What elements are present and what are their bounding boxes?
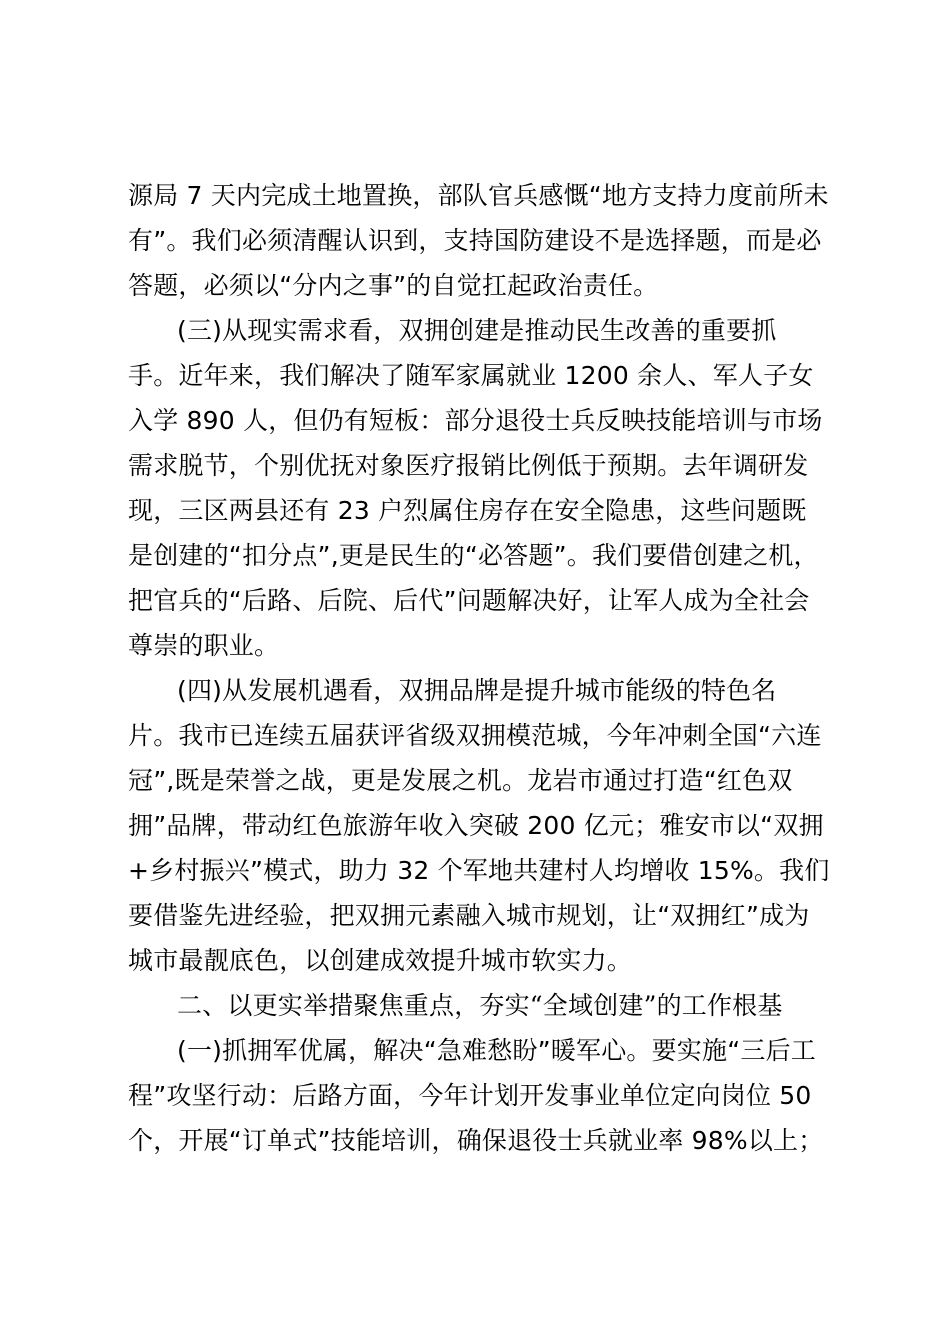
text-line: 拥”品牌，带动红色旅游年收入突破 200 亿元；雅安市以“双拥 <box>128 811 824 840</box>
text-line: 需求脱节，个别优抚对象医疗报销比例低于预期。去年调研发 <box>128 451 809 480</box>
text-line: 要借鉴先进经验，把双拥元素融入城市规划，让“双拥红”成为 <box>128 901 810 930</box>
text-line: +乡村振兴”模式，助力 32 个军地共建村人均增收 15%。我们 <box>128 856 830 885</box>
text-line: 冠”,既是荣誉之战，更是发展之机。龙岩市通过打造“红色双 <box>128 766 793 795</box>
paragraph-start-line: (四)从发展机遇看，双拥品牌是提升城市能级的特色名 <box>177 676 777 705</box>
text-line: 入学 890 人，但仍有短板：部分退役士兵反映技能培训与市场 <box>128 406 823 435</box>
text-line: 程”攻坚行动：后路方面，今年计划开发事业单位定向岗位 50 <box>128 1081 812 1110</box>
text-line: 有”。我们必须清醒认识到，支持国防建设不是选择题，而是必 <box>128 226 822 255</box>
text-line: 片。我市已连续五届获评省级双拥模范城，今年冲刺全国“六连 <box>128 721 822 750</box>
paragraph-start-line: (一)抓拥军优属，解决“急难愁盼”暖军心。要实施“三后工 <box>177 1036 816 1065</box>
text-line: 是创建的“扣分点”,更是民生的“必答题”。我们要借创建之机， <box>128 541 819 570</box>
text-line: 答题，必须以“分内之事”的自觉扛起政治责任。 <box>128 271 659 300</box>
paragraph-start-line: (三)从现实需求看，双拥创建是推动民生改善的重要抓 <box>177 316 777 345</box>
text-line: 源局 7 天内完成土地置换，部队官兵感慨“地方支持力度前所未 <box>128 181 829 210</box>
text-line: 个，开展“订单式”技能培训，确保退役士兵就业率 98%以上； <box>128 1126 824 1155</box>
text-line: 现，三区两县还有 23 户烈属住房存在安全隐患，这些问题既 <box>128 496 807 525</box>
text-line: 把官兵的“后路、后院、后代”问题解决好，让军人成为全社会 <box>128 586 810 615</box>
text-line: 手。近年来，我们解决了随军家属就业 1200 余人、军人子女 <box>128 361 814 390</box>
text-line: 尊崇的职业。 <box>128 631 280 660</box>
section-heading: 二、以更实举措聚焦重点，夯实“全域创建”的工作根基 <box>177 991 783 1020</box>
text-line: 城市最靓底色，以创建成效提升城市软实力。 <box>128 946 633 975</box>
